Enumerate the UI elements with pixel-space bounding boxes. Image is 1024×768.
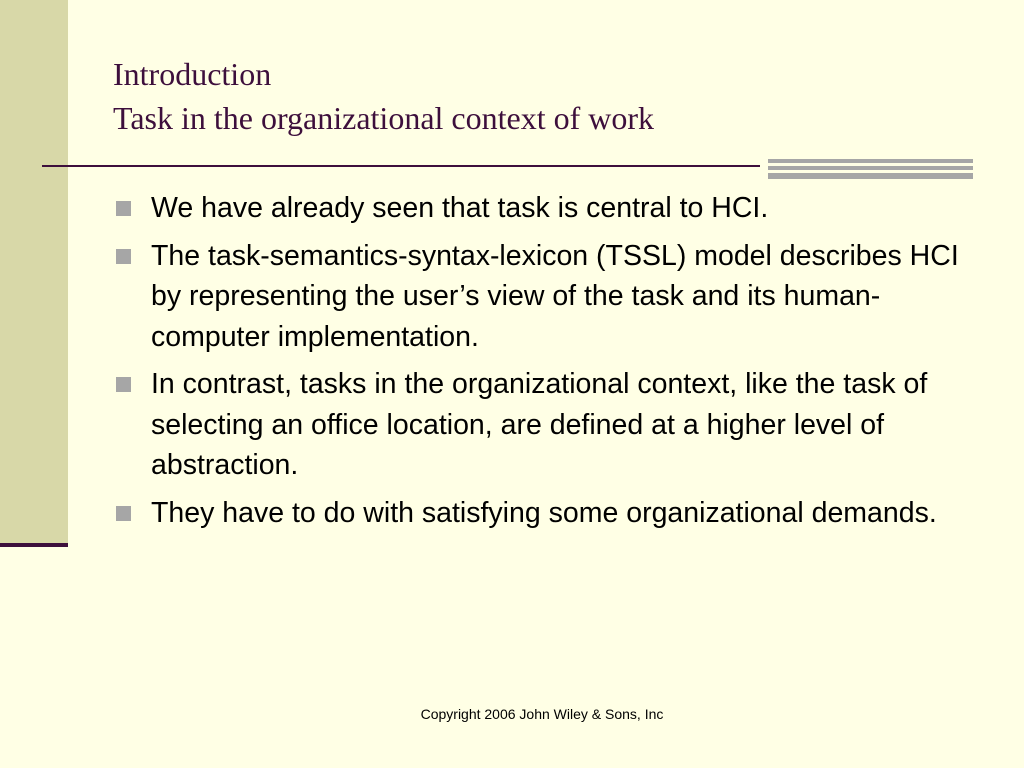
- copyright-footer: Copyright 2006 John Wiley & Sons, Inc: [420, 706, 664, 722]
- accent-bar: [768, 159, 973, 163]
- title-line-2: Task in the organizational context of work: [113, 100, 655, 136]
- bullet-item: [110, 364, 960, 486]
- title-line-1: Introduction: [113, 56, 272, 92]
- bullet-list: [110, 188, 960, 540]
- square-bullet-icon: [116, 506, 131, 521]
- bullet-text: In contrast, tasks in the organizational context, like the task of selecting an office location, are defined at a higher level of abstraction.: [151, 368, 928, 481]
- bullet-text: They have to do with satisfying some organizational demands.: [151, 496, 937, 529]
- bullet-item: [110, 493, 960, 534]
- slide-title: [113, 52, 973, 140]
- accent-bars: [768, 159, 973, 179]
- left-decorative-band: [0, 0, 68, 545]
- bullet-text: We have already seen that task is central to HCI.: [151, 192, 769, 224]
- square-bullet-icon: [116, 249, 131, 264]
- bullet-item: [110, 188, 960, 229]
- square-bullet-icon: [116, 377, 131, 392]
- accent-bar: [768, 173, 973, 179]
- left-decorative-rule: [0, 543, 68, 547]
- square-bullet-icon: [116, 201, 131, 216]
- title-underline-rule: [42, 165, 760, 167]
- bullet-text: The task-semantics-syntax-lexicon (TSSL) model describes HCI by representing the user’s view of the task and its human-computer implementation.: [151, 239, 959, 353]
- accent-bar: [768, 166, 973, 170]
- bullet-item: [110, 236, 960, 358]
